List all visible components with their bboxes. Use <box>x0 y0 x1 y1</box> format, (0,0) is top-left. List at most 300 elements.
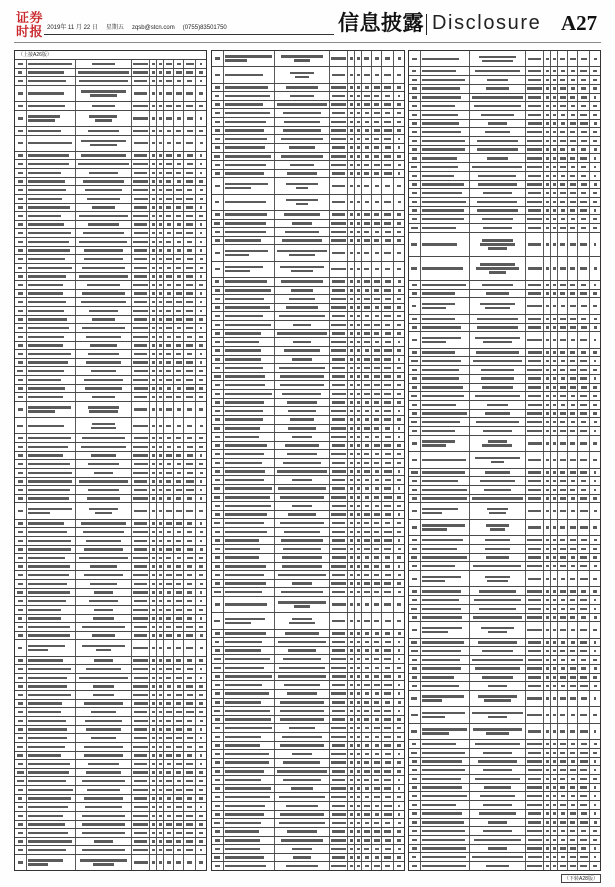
text-line <box>384 539 392 541</box>
table-row <box>15 803 206 812</box>
text-line <box>152 301 155 303</box>
text-line <box>167 600 171 602</box>
code-cell <box>330 742 349 750</box>
value-cell <box>372 67 382 82</box>
text-line <box>134 480 147 482</box>
description-cell <box>275 638 329 646</box>
text-line <box>159 574 162 576</box>
row-number-cell <box>212 416 224 424</box>
text-line <box>152 310 154 312</box>
text-line <box>528 105 542 107</box>
text-line <box>133 659 148 661</box>
row-number-cell <box>15 77 27 85</box>
text-line <box>482 444 512 446</box>
company-name-cell <box>224 476 275 484</box>
text-line <box>580 267 588 269</box>
text-line <box>385 632 390 634</box>
text-line <box>422 489 467 491</box>
value-cell <box>174 855 184 870</box>
value-cell <box>348 459 355 467</box>
code-cell <box>526 332 545 347</box>
text-line <box>476 351 518 353</box>
text-line <box>28 154 69 156</box>
text-line <box>186 396 193 398</box>
description-cell <box>470 94 525 102</box>
text-line <box>332 710 345 712</box>
value-cell <box>184 803 196 811</box>
value-cell <box>157 111 164 126</box>
text-line <box>134 463 148 465</box>
value-cell <box>578 571 590 586</box>
text-line <box>166 702 171 704</box>
text-line <box>570 608 575 610</box>
text-line <box>96 649 111 651</box>
description-cell <box>76 333 131 341</box>
value-cell <box>362 262 372 277</box>
value-cell <box>164 169 174 177</box>
value-cell <box>382 220 394 228</box>
description-cell <box>470 486 525 494</box>
company-name-cell <box>27 385 76 393</box>
table-row <box>212 442 404 451</box>
text-line <box>176 353 181 355</box>
value-cell <box>362 287 372 295</box>
company-name-cell <box>421 384 470 392</box>
text-line <box>398 684 401 686</box>
text-line <box>398 641 401 643</box>
value-cell <box>544 410 551 418</box>
grade-cell <box>196 186 206 194</box>
code-cell <box>132 204 151 212</box>
code-cell <box>526 536 545 544</box>
text-line <box>385 865 390 867</box>
table-row <box>15 786 206 795</box>
text-line <box>187 336 192 338</box>
company-name-cell <box>27 393 76 401</box>
text-line <box>570 526 576 528</box>
masthead-info <box>47 24 227 33</box>
text-line <box>225 401 264 403</box>
value-cell <box>372 237 382 245</box>
company-name-cell <box>224 347 275 355</box>
table-row <box>212 278 404 287</box>
row-number-cell <box>409 452 421 467</box>
text-line <box>364 830 370 832</box>
text-line <box>374 112 380 114</box>
text-line <box>281 839 323 841</box>
text-line <box>152 117 155 119</box>
value-cell <box>382 321 394 329</box>
text-line <box>186 198 193 200</box>
text-line <box>375 57 379 59</box>
text-line <box>166 189 172 191</box>
value-cell <box>184 589 196 597</box>
text-line <box>412 404 416 406</box>
code-cell <box>330 450 349 458</box>
table-row <box>409 554 600 563</box>
text-line <box>374 401 379 403</box>
text-line <box>215 306 220 308</box>
text-line <box>176 396 181 398</box>
value-cell <box>355 545 362 553</box>
grade-cell <box>590 418 600 426</box>
row-number-cell <box>15 589 27 597</box>
text-line <box>528 386 542 388</box>
value-cell <box>174 786 184 794</box>
text-line <box>177 163 181 165</box>
text-line <box>199 463 203 465</box>
text-line <box>152 258 155 260</box>
text-line <box>296 187 308 189</box>
grade-cell <box>196 212 206 220</box>
text-line <box>422 201 466 203</box>
value-cell <box>558 495 568 503</box>
value-cell <box>551 418 558 426</box>
value-cell <box>362 613 372 628</box>
text-line <box>281 155 324 157</box>
code-cell <box>132 743 151 751</box>
text-line <box>225 479 264 481</box>
description-cell <box>76 136 131 151</box>
value-cell <box>372 118 382 126</box>
text-line <box>332 574 346 576</box>
text-line <box>177 634 181 636</box>
description-cell <box>275 127 329 135</box>
text-line <box>18 249 23 251</box>
text-line <box>593 105 597 107</box>
text-line <box>159 130 161 132</box>
value-cell <box>157 160 164 168</box>
value-cell <box>174 838 184 846</box>
value-cell <box>578 257 590 280</box>
grade-cell <box>590 51 600 66</box>
text-line <box>546 122 549 124</box>
value-cell <box>362 537 372 545</box>
table-row <box>15 838 206 847</box>
text-line <box>166 557 171 559</box>
grade-cell <box>394 528 404 536</box>
text-line <box>159 370 162 372</box>
text-line <box>350 222 353 224</box>
text-line <box>553 480 556 482</box>
text-line <box>332 556 346 558</box>
value-cell <box>578 163 590 171</box>
text-line <box>332 146 346 148</box>
text-line <box>225 770 264 772</box>
value-cell <box>164 846 174 854</box>
code-cell <box>330 144 349 152</box>
value-cell <box>551 281 558 289</box>
text-line <box>280 384 324 386</box>
description-cell <box>275 109 329 117</box>
text-line <box>374 822 379 824</box>
text-line <box>134 370 148 372</box>
text-line <box>553 140 556 142</box>
text-line <box>18 565 23 567</box>
text-line <box>284 121 321 123</box>
text-line <box>133 685 147 687</box>
text-line <box>473 360 523 362</box>
text-line <box>398 470 401 472</box>
value-cell <box>184 683 196 691</box>
text-line <box>571 87 576 89</box>
description-cell <box>76 640 131 655</box>
value-cell <box>551 410 558 418</box>
value-cell <box>355 330 362 338</box>
value-cell <box>157 178 164 186</box>
grade-cell <box>196 495 206 503</box>
table-row <box>409 349 600 358</box>
text-line <box>159 292 162 294</box>
grade-cell <box>590 622 600 637</box>
text-line <box>28 771 69 773</box>
text-line <box>18 215 23 217</box>
description-cell <box>76 691 131 699</box>
value-cell <box>551 614 558 622</box>
grade-cell <box>196 434 206 442</box>
text-line <box>200 258 203 260</box>
code-cell <box>330 630 349 638</box>
text-line <box>215 848 220 850</box>
text-line <box>570 140 576 142</box>
grade-cell <box>196 855 206 870</box>
grade-cell <box>394 442 404 450</box>
text-line <box>553 79 556 81</box>
value-cell <box>184 760 196 768</box>
value-cell <box>551 571 558 586</box>
row-number-cell <box>212 330 224 338</box>
value-cell <box>382 588 394 596</box>
text-line <box>87 284 119 286</box>
text-line <box>357 856 360 858</box>
text-line <box>187 600 193 602</box>
text-line <box>186 215 194 217</box>
value-cell <box>558 76 568 84</box>
text-line <box>528 267 542 269</box>
text-line <box>152 180 155 182</box>
text-line <box>200 249 203 251</box>
value-cell <box>348 127 355 135</box>
value-cell <box>164 452 174 460</box>
text-line <box>290 164 313 166</box>
text-line <box>528 114 541 116</box>
text-line <box>331 865 346 867</box>
text-line <box>215 436 221 438</box>
text-line <box>279 822 326 824</box>
text-line <box>350 603 354 605</box>
grade-cell <box>196 152 206 160</box>
company-name-cell <box>224 828 275 836</box>
company-name-cell <box>27 238 76 246</box>
description-cell <box>470 198 525 206</box>
value-cell <box>184 376 196 384</box>
text-line <box>397 324 401 326</box>
text-line <box>215 813 220 815</box>
text-line <box>481 369 514 371</box>
value-cell <box>578 324 590 332</box>
text-line <box>384 306 391 308</box>
description-cell <box>76 615 131 623</box>
value-cell <box>544 189 551 197</box>
text-line <box>350 349 353 351</box>
code-cell <box>330 321 349 329</box>
company-name-cell <box>224 519 275 527</box>
value-cell <box>382 304 394 312</box>
text-line <box>374 710 380 712</box>
text-line <box>580 608 587 610</box>
text-line <box>374 641 379 643</box>
text-line <box>553 192 556 194</box>
text-line <box>331 496 346 498</box>
text-line <box>594 157 596 159</box>
value-cell <box>150 786 157 794</box>
company-name-cell <box>27 691 76 699</box>
table-row <box>409 111 600 120</box>
text-line <box>225 487 272 489</box>
grade-cell <box>196 350 206 358</box>
text-line <box>375 410 379 412</box>
text-line <box>580 201 587 203</box>
value-cell <box>164 255 174 263</box>
row-number-cell <box>409 587 421 595</box>
description-cell <box>470 257 525 280</box>
table-row <box>212 664 404 673</box>
text-line <box>288 427 316 429</box>
text-line <box>282 736 322 738</box>
text-line <box>570 430 575 432</box>
code-cell <box>330 245 349 260</box>
text-line <box>215 410 220 412</box>
text-line <box>364 268 369 270</box>
text-line <box>422 341 446 343</box>
text-line <box>18 198 23 200</box>
code-cell <box>526 233 545 256</box>
value-cell <box>382 511 394 519</box>
value-cell <box>348 724 355 732</box>
code-cell <box>330 537 349 545</box>
newspaper-logo: 证券时报 <box>16 11 44 40</box>
company-name-cell <box>421 639 470 647</box>
value-cell <box>362 416 372 424</box>
row-number-cell <box>409 486 421 494</box>
company-name-cell <box>27 178 76 186</box>
table-row <box>15 708 206 717</box>
code-cell <box>330 161 349 169</box>
description-cell <box>470 427 525 435</box>
text-line <box>422 576 461 578</box>
text-line <box>199 396 203 398</box>
code-cell <box>132 478 151 486</box>
text-line <box>159 223 161 225</box>
grade-cell <box>590 233 600 256</box>
text-line <box>84 548 123 550</box>
text-line <box>365 632 369 634</box>
text-line <box>279 367 325 369</box>
table-row <box>409 647 600 656</box>
row-number-cell <box>15 186 27 194</box>
text-line <box>18 284 24 286</box>
text-line <box>332 401 345 403</box>
text-line <box>594 599 596 601</box>
text-line <box>422 528 447 530</box>
grade-cell <box>590 332 600 347</box>
text-line <box>422 70 456 72</box>
value-cell <box>355 356 362 364</box>
text-line <box>176 840 181 842</box>
value-cell <box>157 803 164 811</box>
text-line <box>225 839 261 841</box>
code-cell <box>526 324 545 332</box>
code-cell <box>526 587 545 595</box>
code-cell <box>526 614 545 622</box>
company-name-cell <box>224 613 275 628</box>
row-number-cell <box>212 373 224 381</box>
code-cell <box>132 632 151 640</box>
text-line <box>186 223 193 225</box>
text-line <box>176 711 181 713</box>
text-line <box>152 823 155 825</box>
text-line <box>546 227 549 229</box>
value-cell <box>382 178 394 193</box>
text-line <box>560 351 565 353</box>
value-cell <box>382 537 394 545</box>
text-line <box>593 629 597 631</box>
text-line <box>28 425 65 427</box>
text-line <box>159 480 162 482</box>
text-line <box>374 603 379 605</box>
value-cell <box>362 468 372 476</box>
text-line <box>385 848 391 850</box>
text-line <box>200 189 203 191</box>
text-line <box>225 112 270 114</box>
value-cell <box>382 681 394 689</box>
value-cell <box>551 154 558 162</box>
text-line <box>17 370 23 372</box>
text-line <box>594 421 597 423</box>
text-line <box>350 796 353 798</box>
text-line <box>199 557 203 559</box>
text-line <box>350 736 352 738</box>
text-line <box>560 243 565 245</box>
text-line <box>28 310 64 312</box>
text-line <box>412 442 417 444</box>
text-line <box>475 395 520 397</box>
value-cell <box>355 390 362 398</box>
company-name-cell <box>224 664 275 672</box>
text-line <box>186 510 192 512</box>
text-line <box>152 80 155 82</box>
text-line <box>215 185 220 187</box>
text-line <box>412 183 417 185</box>
value-cell <box>382 278 394 286</box>
text-line <box>18 105 23 107</box>
text-line <box>350 252 353 254</box>
row-number-cell <box>409 315 421 323</box>
description-cell <box>76 606 131 614</box>
text-line <box>561 122 565 124</box>
text-line <box>411 608 417 610</box>
value-cell <box>164 469 174 477</box>
value-cell <box>382 211 394 219</box>
text-line <box>159 301 161 303</box>
description-cell <box>76 393 131 401</box>
value-cell <box>157 726 164 734</box>
table-row <box>15 563 206 572</box>
text-line <box>398 513 401 515</box>
value-cell <box>372 220 382 228</box>
description-cell <box>275 170 329 178</box>
text-line <box>422 580 445 582</box>
